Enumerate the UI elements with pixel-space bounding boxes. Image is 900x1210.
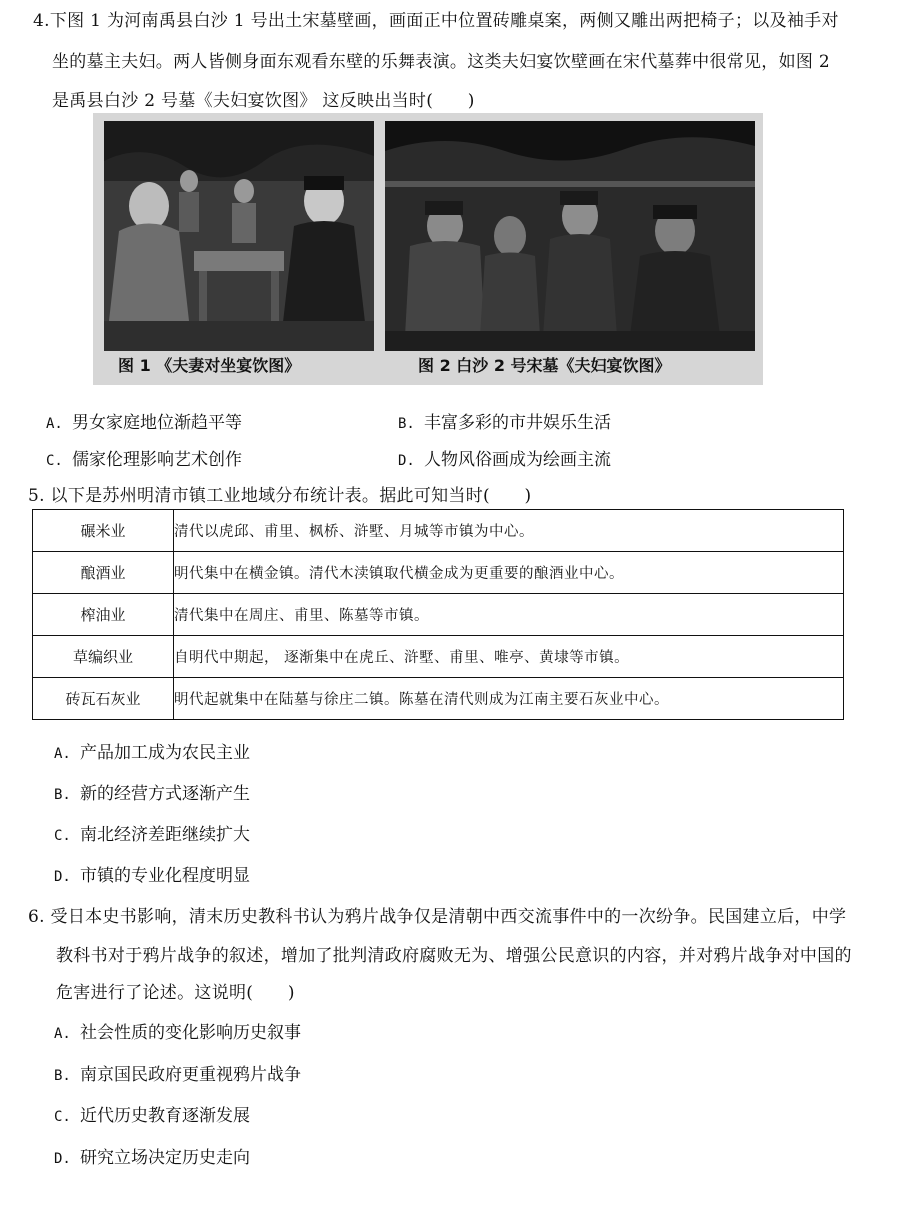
- q5-option-d[interactable]: [54, 865, 250, 888]
- option-text: 南京国民政府更重视鸦片战争: [80, 1065, 301, 1085]
- q4-option-a[interactable]: [46, 412, 242, 435]
- q6-option-c[interactable]: [54, 1105, 250, 1128]
- table-row: [33, 594, 844, 636]
- option-text: 男女家庭地位渐趋平等: [72, 413, 242, 433]
- q5-option-c[interactable]: [54, 824, 250, 847]
- q6-option-b[interactable]: [54, 1064, 301, 1087]
- q5-option-a[interactable]: [54, 742, 250, 765]
- option-key: A.: [46, 416, 63, 432]
- option-key: D.: [398, 453, 415, 469]
- q6-stem-line-3: 危害进行了论述。这说明( ): [56, 983, 295, 1003]
- q4-option-c[interactable]: [46, 449, 242, 472]
- q4-stem-line-3: 是禹县白沙 2 号墓《夫妇宴饮图》 这反映出当时( ): [52, 91, 475, 111]
- industry-cell: 草编织业: [33, 636, 174, 678]
- option-key: C.: [54, 828, 71, 844]
- option-key: B.: [54, 787, 71, 803]
- option-text: 研究立场决定历史走向: [80, 1148, 250, 1168]
- q5-option-b[interactable]: [54, 783, 250, 806]
- q4-option-b[interactable]: [398, 412, 611, 435]
- option-text: 近代历史教育逐渐发展: [80, 1106, 250, 1126]
- mural-image-1: [104, 121, 374, 351]
- q6-option-a[interactable]: [54, 1022, 301, 1045]
- industry-cell: 碾米业: [33, 510, 174, 552]
- industry-cell: 榨油业: [33, 594, 174, 636]
- option-text: 产品加工成为农民主业: [80, 743, 250, 763]
- industry-cell: 酿酒业: [33, 552, 174, 594]
- option-text: 社会性质的变化影响历史叙事: [80, 1023, 301, 1043]
- option-text: 丰富多彩的市井娱乐生活: [424, 413, 611, 433]
- table-row: [33, 552, 844, 594]
- option-text: 市镇的专业化程度明显: [80, 866, 250, 886]
- q4-stem-line-1: 4.下图 1 为河南禹县白沙 1 号出土宋墓壁画，画面正中位置砖雕桌案，两侧又雕出两把椅子；以及袖手对: [33, 11, 839, 31]
- q6-option-d[interactable]: [54, 1147, 250, 1170]
- option-key: A.: [54, 746, 71, 762]
- industry-table: [32, 509, 844, 720]
- industry-cell: 砖瓦石灰业: [33, 678, 174, 720]
- mural-image-2: [385, 121, 755, 351]
- description-cell: 明代起就集中在陆墓与徐庄二镇。陈墓在清代则成为江南主要石灰业中心。: [174, 678, 844, 720]
- q6-stem-line-1: 6. 受日本史书影响，清末历史教科书认为鸦片战争仅是清朝中西交流事件中的一次纷争。民国建立后，中学: [28, 907, 847, 927]
- q4-mural-figure: [93, 113, 763, 385]
- figure-2-caption: 图 2 白沙 2 号宋墓《夫妇宴饮图》: [418, 356, 671, 375]
- option-key: B.: [54, 1068, 71, 1084]
- option-key: C.: [54, 1109, 71, 1125]
- option-text: 人物风俗画成为绘画主流: [424, 450, 611, 470]
- option-text: 南北经济差距继续扩大: [80, 825, 250, 845]
- description-cell: 清代以虎邱、甫里、枫桥、浒墅、月城等市镇为中心。: [174, 510, 844, 552]
- description-cell: 清代集中在周庄、甫里、陈墓等市镇。: [174, 594, 844, 636]
- table-row: [33, 510, 844, 552]
- q5-stem: 5. 以下是苏州明清市镇工业地域分布统计表。据此可知当时( ): [28, 486, 532, 506]
- option-key: B.: [398, 416, 415, 432]
- description-cell: 明代集中在横金镇。清代木渎镇取代横金成为更重要的酿酒业中心。: [174, 552, 844, 594]
- option-text: 儒家伦理影响艺术创作: [72, 450, 242, 470]
- table-row: [33, 678, 844, 720]
- option-key: C.: [46, 453, 63, 469]
- q4-option-d[interactable]: [398, 449, 611, 472]
- option-text: 新的经营方式逐渐产生: [80, 784, 250, 804]
- option-key: D.: [54, 1151, 71, 1167]
- q4-stem-line-2: 坐的墓主夫妇。两人皆侧身面东观看东壁的乐舞表演。这类夫妇宴饮壁画在宋代墓葬中很常见，如图 2: [52, 52, 831, 72]
- option-key: D.: [54, 869, 71, 885]
- table-row: [33, 636, 844, 678]
- q6-stem-line-2: 教科书对于鸦片战争的叙述，增加了批判清政府腐败无为、增强公民意识的内容，并对鸦片战争对中国的: [56, 946, 852, 966]
- option-key: A.: [54, 1026, 71, 1042]
- description-cell: 自明代中期起， 逐渐集中在虎丘、浒墅、甫里、唯亭、黄埭等市镇。: [174, 636, 844, 678]
- figure-1-caption: 图 1 《夫妻对坐宴饮图》: [118, 356, 301, 375]
